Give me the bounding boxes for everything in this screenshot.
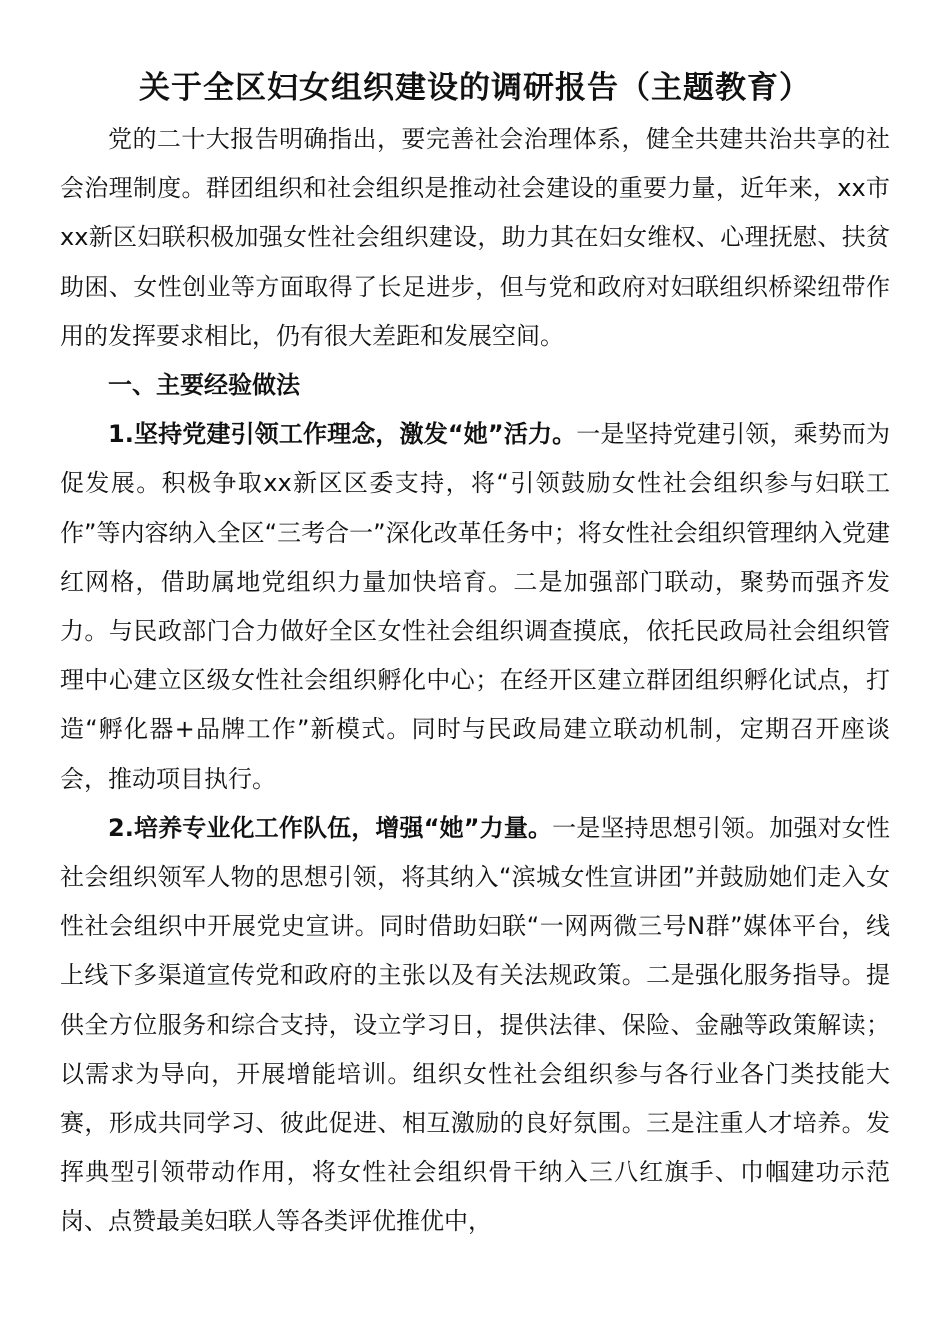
item-2-text: 一是坚持思想引领。加强对女性社会组织领军人物的思想引领，将其纳入“滨城女性宣讲团”并鼓励她们走入女性社会组织中开展党史宣讲。同时借助妇联“一网两微三号N群”媒体平台，线上线下多渠道宣传党和政府的主张以及有关法规政策。二是强化服务指导。提供全方位服务和综合支持，设立学习日，提供法律、保险、金融等政策解读；以需求为导向，开展增能培训。组织女性社会组织参与各行业各门类技能大赛，形成共同学习、彼此促进、相互激励的良好氛围。三是注重人才培养。发挥典型引领带动作用，将女性社会组织骨干纳入三八红旗手、巾帼建功示范岗、点赞最美妇联人等各类评优推优中， [60,813,890,1236]
section-heading: 一、主要经验做法 [108,371,300,400]
item-1-text: 一是坚持党建引领，乘势而为促发展。积极争取xx新区区委支持，将“引领鼓励女性社会组织参与妇联工作”等内容纳入全区“三考合一”深化改革任务中；将女性社会组织管理纳入党建红网格，借助属地党组织力量加快培育。二是加强部门联动，聚势而强齐发力。与民政部门合力做好全区女性社会组织调查摸底，依托民政局社会组织管理中心建立区级女性社会组织孵化中心；在经开区建立群团组织孵化试点，打造“孵化器+品牌工作”新模式。同时与民政局建立联动机制，定期召开座谈会，推动项目执行。 [60,420,890,793]
document-title: 关于全区妇女组织建设的调研报告（主题教育） [139,70,811,106]
intro-paragraph: 党的二十大报告明确指出，要完善社会治理体系，健全共建共治共享的社会治理制度。群团组织和社会组织是推动社会建设的重要力量，近年来，xx市xx新区妇联积极加强女性社会组织建设，助力其在妇女维权、心理抚慰、扶贫助困、女性创业等方面取得了长足进步，但与党和政府对妇联组织桥梁纽带作用的发挥要求相比，仍有很大差距和发展空间。 [60,125,890,350]
item-1-lead: 1.坚持党建引领工作理念，激发“她”活力。 [108,420,577,449]
item-1-paragraph [60,410,890,804]
document-body [60,115,890,1247]
item-2-paragraph [60,804,890,1247]
item-2-lead: 2.培养专业化工作队伍，增强“她”力量。 [108,813,553,842]
